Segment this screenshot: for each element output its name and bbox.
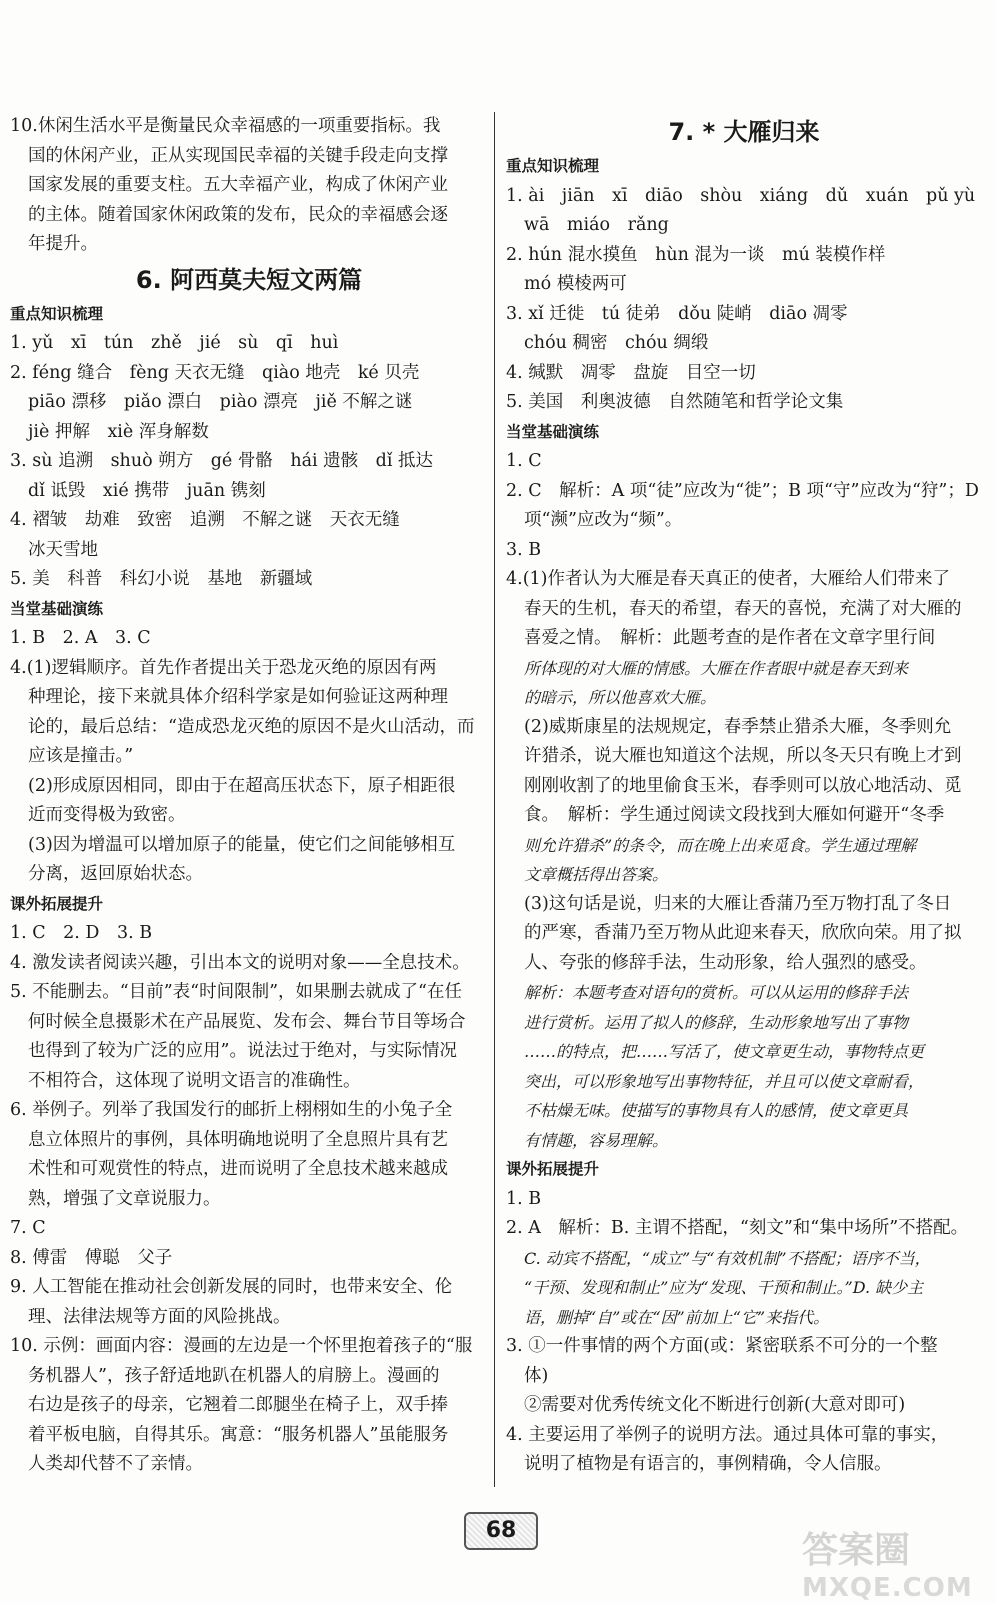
answer-line: 国的休闲产业，正从实现国民幸福的关键手段走向支撑 — [28, 145, 448, 166]
answer-line: 7. C — [10, 1218, 46, 1238]
answer-line: wā miáo rǎng — [524, 215, 669, 235]
section-heading: 当堂基础演练 — [10, 599, 104, 618]
answer-line: 体) — [524, 1365, 549, 1386]
answer-line: 则允许猎杀”的条令，而在晚上出来觅食。学生通过理解 — [524, 835, 917, 855]
answer-line: 2. hún 混水摸鱼 hùn 混为一谈 mú 装模作样 — [506, 244, 886, 265]
answer-line: 项“濒”应改为“频”。 — [524, 510, 683, 530]
answer-line: jiè 押解 xiè 浑身解数 — [28, 421, 209, 442]
answer-line: 2. A 解析：B. 主谓不搭配，“刻文”和“集中场所”不搭配。 — [506, 1218, 969, 1238]
answer-line: 解析：本题考查对语句的赏析。可以从运用的修辞手法 — [524, 983, 909, 1002]
answer-line: (3)这句话是说，归来的大雁让香蒲乃至万物打乱了冬日 — [524, 893, 952, 914]
answer-line: 着平板电脑，自得其乐。寓意：“服务机器人”虽能服务 — [28, 1424, 449, 1445]
page-number: 68 — [464, 1512, 538, 1550]
answer-line: 不枯燥无味。使描写的事物具有人的感情，使文章更具 — [524, 1101, 909, 1120]
answer-line: 10.休闲生活水平是衡量民众幸福感的一项重要指标。我 — [10, 116, 441, 136]
answer-line: 说明了植物是有语言的，事例精确，令人信服。 — [524, 1454, 892, 1474]
answer-line: 的严寒，香蒲乃至万物从此迎来春天，欣欣向荣。用了拟 — [524, 923, 962, 943]
answer-line: 10. 示例：画面内容：漫画的左边是一个怀里抱着孩子的“服 — [10, 1336, 473, 1356]
watermark-logo-text: 答案圈 — [802, 1530, 911, 1571]
answer-line: 的暗示，所以他喜欢大雁。 — [524, 688, 717, 707]
answer-line: 春天的生机，春天的希望，春天的喜悦，充满了对大雁的 — [524, 598, 962, 619]
answer-line: 何时候全息摄影术在产品展览、发布会、舞台节目等场合 — [28, 1011, 466, 1032]
answer-line: (2)威斯康星的法规规定，春季禁止猎杀大雁，冬季则允 — [524, 716, 952, 737]
answer-line: 务机器人”，孩子舒适地趴在机器人的肩膀上。漫画的 — [28, 1365, 440, 1386]
answer-line: 4.(1)逻辑顺序。首先作者提出关于恐龙灭绝的原因有两 — [10, 657, 437, 678]
answer-line: 进行赏析。运用了拟人的修辞，生动形象地写出了事物 — [524, 1012, 909, 1032]
right-column — [506, 112, 982, 1480]
answer-line: (2)形成原因相同，即由于在超高压状态下，原子相距很 — [28, 775, 456, 796]
section-heading: 课外拓展提升 — [10, 894, 104, 913]
answer-line: 1. C 2. D 3. B — [10, 923, 153, 943]
answer-line: 4. 激发读者阅读兴趣，引出本文的说明对象——全息技术。 — [10, 952, 470, 973]
answer-line: 年提升。 — [28, 234, 98, 254]
answer-line: 3. B — [506, 539, 542, 560]
answer-line: 3. sù 追溯 shuò 朔方 gé 骨骼 hái 遗骸 dǐ 抵达 — [10, 451, 434, 471]
answer-line: 文章概括得出答案。 — [524, 865, 669, 884]
watermark-url: MXQE.COM — [802, 1573, 973, 1603]
section-heading: 当堂基础演练 — [506, 422, 600, 441]
answer-line: 2. C 解析：A 项“徒”应改为“徙”；B 项“守”应改为“狩”；D — [506, 480, 979, 501]
answer-line: 论的，最后总结：“造成恐龙灭绝的原因不是火山活动，而 — [28, 716, 475, 737]
answer-line: 人、夸张的修辞手法，生动形象，给人强烈的感受。 — [524, 952, 927, 973]
answer-line: piāo 漂移 piǎo 漂白 piào 漂亮 jiě 不解之谜 — [28, 392, 413, 412]
answer-line: 3. ①一件事情的两个方面(或：紧密联系不可分的一个整 — [506, 1336, 938, 1356]
answer-line: 2. féng 缝合 fèng 天衣无缝 qiào 地壳 ké 贝壳 — [10, 362, 420, 383]
watermark-logo — [802, 1522, 982, 1603]
answer-line: 3. xǐ 迁徙 tú 徒弟 dǒu 陡峭 diāo 凋零 — [506, 303, 848, 324]
section-title: 6. 阿西莫夫短文两篇 — [135, 265, 363, 294]
answer-line: 右边是孩子的母亲，它翘着二郎腿坐在椅子上，双手捧 — [28, 1395, 448, 1415]
section-heading: 课外拓展提升 — [506, 1160, 600, 1178]
answer-line: 也得到了较为广泛的应用”。说法过于绝对，与实际情况 — [28, 1041, 457, 1061]
answer-line: 熟，增强了文章说服力。 — [28, 1188, 221, 1209]
answer-line: 语，删掉“自”或在“因”前加上“它”来指代。 — [524, 1307, 830, 1327]
answer-line: 分离，返回原始状态。 — [28, 864, 203, 884]
answer-line: 6. 举例子。列举了我国发行的邮折上栩栩如生的小兔子全 — [10, 1100, 453, 1120]
answer-line: 喜爱之情。 解析：此题考查的是作者在文章字里行间 — [524, 628, 936, 648]
answer-line: 理、法律法规等方面的风险挑战。 — [28, 1306, 291, 1327]
answer-line: 1. B 2. A 3. C — [10, 628, 151, 648]
section-title: 7. * 大雁归来 — [668, 118, 820, 146]
section-heading: 重点知识梳理 — [506, 157, 600, 175]
answer-line: 4. 缄默 凋零 盘旋 目空一切 — [506, 362, 756, 383]
answer-line: 种理论，接下来就具体介绍科学家是如何验证这两种理 — [28, 687, 448, 707]
answer-line: 1. C — [506, 451, 542, 471]
answer-line: 1. B — [506, 1188, 542, 1209]
answer-line: 8. 傅雷 傅聪 父子 — [10, 1247, 173, 1268]
answer-line: dǐ 诋毁 xié 携带 juān 镌刻 — [28, 480, 266, 501]
answer-line: 5. 美国 利奥波德 自然随笔和哲学论文集 — [506, 392, 844, 412]
answer-line: 国家发展的重要支柱。五大幸福产业，构成了休闲产业 — [28, 175, 448, 195]
answer-line: 4. 主要运用了举例子的说明方法。通过具体可靠的事实， — [506, 1424, 949, 1445]
answer-line: 1. yǔ xī tún zhě jié sù qī huì — [10, 333, 339, 353]
answer-line: 不相符合，这体现了说明文语言的准确性。 — [28, 1070, 361, 1091]
answer-line: mó 模棱两可 — [524, 274, 627, 294]
answer-line: ②需要对优秀传统文化不断进行创新(大意对即可) — [524, 1395, 906, 1415]
answer-line: ……的特点，把……写活了，使文章更生动，事物特点更 — [524, 1042, 925, 1061]
answer-line: 1. ài jiān xī diāo shòu xiáng dǔ xuán pǔ yù — [506, 185, 976, 206]
answer-line: 5. 不能删去。“目前”表“时间限制”，如果删去就成了“在任 — [10, 982, 462, 1002]
answer-line: 4. 褶皱 劫难 致密 追溯 不解之谜 天衣无缝 — [10, 510, 400, 530]
answer-line: 人类却代替不了亲情。 — [28, 1454, 203, 1474]
answer-line: “干预、发现和制止”应为“发现、干预和制止。”D. 缺少主 — [524, 1278, 924, 1297]
answer-line: 冰天雪地 — [28, 539, 98, 560]
answer-line: 刚刚收割了的地里偷食玉米，春季则可以放心地活动、觅 — [524, 775, 962, 796]
answer-line: 近而变得极为致密。 — [28, 805, 186, 825]
answer-line: 的主体。随着国家休闲政策的发布，民众的幸福感会逐 — [28, 204, 448, 225]
answer-line: 许猎杀，说大雁也知道这个法规，所以冬天只有晚上才到 — [524, 746, 962, 766]
answer-line: C. 动宾不搭配，“成立”与“有效机制”不搭配；语序不当， — [524, 1248, 931, 1268]
answer-line: 4.(1)作者认为大雁是春天真正的使者，大雁给人们带来了 — [506, 569, 950, 589]
answer-line: 9. 人工智能在推动社会创新发展的同时，也带来安全、伦 — [10, 1277, 453, 1297]
column-divider — [494, 112, 495, 1487]
answer-line: 所体现的对大雁的情感。大雁在作者眼中就是春天到来 — [524, 658, 909, 678]
answer-line: 息立体照片的事例，具体明确地说明了全息照片具有艺 — [28, 1129, 448, 1150]
answer-line: chóu 稠密 chóu 绸缎 — [524, 333, 709, 353]
answer-line: 突出，可以形象地写出事物特征，并且可以使文章耐看， — [524, 1071, 925, 1091]
answer-line: 食。 解析：学生通过阅读文段找到大雁如何避开“冬季 — [524, 805, 945, 825]
section-heading: 重点知识梳理 — [10, 304, 104, 323]
answer-line: 5. 美 科普 科幻小说 基地 新疆域 — [10, 569, 313, 589]
answer-line: 应该是撞击。” — [28, 746, 134, 766]
answer-line: 有情趣，容易理解。 — [524, 1130, 669, 1150]
answer-line: (3)因为增温可以增加原子的能量，使它们之间能够相互 — [28, 834, 456, 855]
answer-line: 术性和可观赏性的特点，进而说明了全息技术越来越成 — [28, 1159, 448, 1179]
left-column — [10, 112, 488, 1480]
